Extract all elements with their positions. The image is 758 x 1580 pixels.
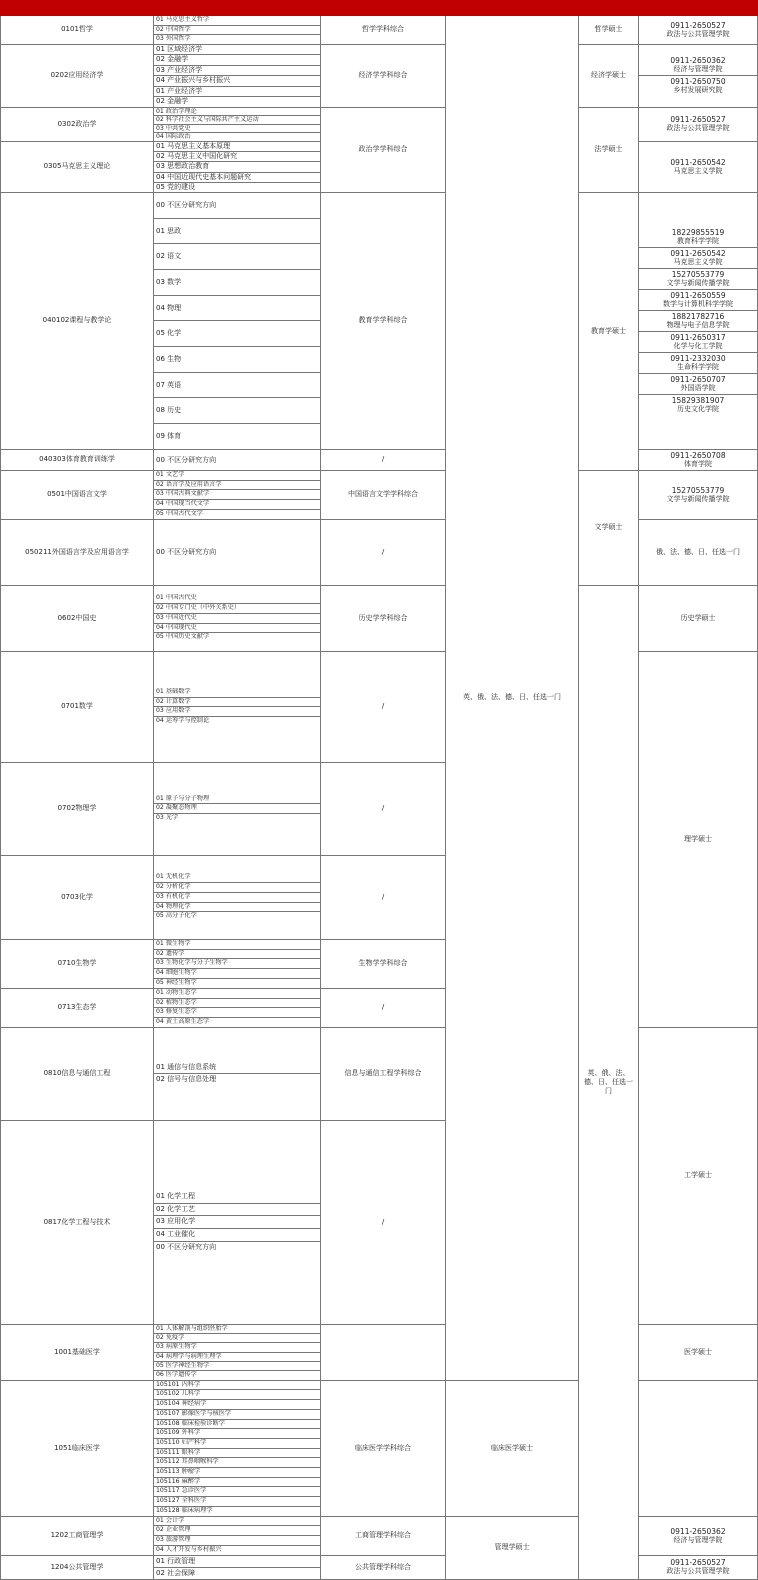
exam-cell: 历史学学科综合 (321, 585, 446, 651)
degree-cell: 经济学硕士 (579, 44, 639, 107)
direction-item: 02 计算数学 (154, 698, 320, 708)
contact-item (639, 1526, 757, 1546)
direction-item: 02 语文 (154, 244, 320, 270)
contact-phone: 0911-2650708 (670, 450, 726, 460)
direction-item: 04 病理学与病理生理学 (154, 1353, 320, 1362)
direction-item: 02 信号与信息处理 (156, 1075, 217, 1084)
direction-item: 04 国际政治 (156, 133, 191, 141)
direction-item: 03 应用数学 (154, 707, 320, 717)
contact-item (639, 269, 757, 290)
direction-item: 01 产业经济学 (154, 87, 320, 98)
language-cell: 英、俄、法、德、日、任选一门 (579, 585, 639, 1579)
contact-item (639, 20, 757, 40)
subject-cell: 0817化学工程与技术 (1, 1120, 154, 1324)
contact-unit: 历史文化学院 (677, 404, 719, 413)
contact-phone: 18229855519 (671, 227, 725, 237)
exam-cell: / (321, 449, 446, 470)
direction-item: 01 通信与信息系统 (154, 1062, 320, 1075)
subject-cell: 0302政治学 (1, 107, 154, 141)
subject-cell: 0810信息与通信工程 (1, 1027, 154, 1120)
direction-item: 04 黄土高原生态学 (156, 1018, 210, 1025)
direction-item: 00 不区分研究方向 (156, 1242, 217, 1251)
contact-cell (639, 192, 758, 449)
table-row (1, 107, 758, 141)
direction-item: 05 高分子化学 (156, 912, 197, 920)
direction-item: 02 化学工艺 (154, 1204, 320, 1217)
contact-phone: 18821782716 (671, 311, 725, 321)
direction-item: 04 中国现代史 (154, 624, 320, 634)
direction-item: 105108 临床检验诊断学 (154, 1420, 320, 1430)
contact-unit: 经济与管理学院 (673, 1535, 723, 1544)
direction-item: 03 中共党史 (154, 125, 320, 134)
direction-item: 105107 影像医学与核医学 (154, 1410, 320, 1420)
table-row (1, 519, 758, 585)
contact-item (639, 290, 757, 311)
direction-item: 01 政治学理论 (154, 108, 320, 117)
direction-item: 105112 耳鼻咽喉科学 (154, 1458, 320, 1468)
contact-item (639, 227, 757, 248)
subject-cell: 1202工商管理学 (1, 1516, 154, 1555)
direction-item: 02 分析化学 (154, 883, 320, 893)
subject-cell: 1204公共管理学 (1, 1555, 154, 1579)
header-subject (1, 1, 154, 16)
direction-cell (154, 988, 321, 1027)
direction-item: 04 中国近现代史基本问题研究 (154, 173, 320, 183)
contact-phone: 0911-2650362 (670, 1526, 726, 1536)
direction-cell (154, 519, 321, 585)
direction-cell (154, 1516, 321, 1555)
direction-item: 03 中国近代史 (154, 614, 320, 624)
direction-item: 01 行政管理 (154, 1556, 320, 1568)
direction-item: 00 不区分研究方向 (154, 193, 320, 219)
table-row (1, 651, 758, 762)
exam-cell: / (321, 988, 446, 1027)
subject-cell: 0202应用经济学 (1, 44, 154, 107)
degree-cell: 文学硕士 (579, 470, 639, 585)
direction-cell (154, 1120, 321, 1324)
subject-cell: 0713生态学 (1, 988, 154, 1027)
direction-item: 105128 临床病理学 (156, 1506, 213, 1514)
direction-item: 03 旅游管理 (154, 1536, 320, 1546)
contact-unit: 文学与新闻传播学院 (666, 494, 730, 503)
contact-phone: 0911-2650362 (670, 56, 726, 66)
subject-cell: 1001基础医学 (1, 1324, 154, 1380)
direction-item: 05 中国古代文学 (156, 509, 203, 517)
contact-item (639, 332, 757, 353)
direction-item: 01 微生物学 (154, 940, 320, 950)
exam-cell: 生物学学科综合 (321, 939, 446, 988)
direction-cell (154, 939, 321, 988)
contact-phone: 0911-2650527 (670, 1558, 726, 1568)
contact-item (639, 76, 757, 96)
degree-cell: 临床医学硕士 (446, 1380, 579, 1516)
subject-cell: 0703化学 (1, 855, 154, 939)
exam-cell: / (321, 519, 446, 585)
header-contact (639, 1, 758, 16)
exam-cell: / (321, 651, 446, 762)
contact-unit: 马克思主义学院 (673, 166, 723, 175)
direction-item: 105104 神经病学 (154, 1400, 320, 1410)
direction-item: 01 马克思主义哲学 (154, 16, 320, 26)
contact-unit: 政法与公共管理学院 (666, 29, 730, 38)
table-row (1, 470, 758, 519)
direction-item: 105101 内科学 (154, 1381, 320, 1391)
direction-item: 105111 眼科学 (154, 1449, 320, 1459)
direction-item: 05 党的建设 (156, 182, 196, 191)
direction-cell (154, 192, 321, 449)
contact-phone: 0911-2650559 (670, 290, 726, 300)
contact-phone: 15270553779 (671, 485, 725, 495)
exam-cell: / (321, 762, 446, 855)
direction-item: 00 不区分研究方向 (156, 548, 217, 557)
contact-phone: 15270553779 (671, 269, 725, 279)
direction-item: 07 英语 (154, 373, 320, 399)
contact-item (639, 485, 757, 505)
direction-cell (154, 16, 321, 45)
contact-unit: 数学与计算机科学学院 (663, 299, 733, 308)
direction-item: 02 科学社会主义与国际共产主义运动 (154, 116, 320, 125)
subject-cell: 040102课程与教学论 (1, 192, 154, 449)
direction-item: 08 历史 (154, 398, 320, 424)
direction-item: 04 中国现当代文学 (154, 500, 320, 510)
direction-cell (154, 1324, 321, 1380)
direction-cell (154, 585, 321, 651)
direction-item: 02 免疫学 (154, 1334, 320, 1343)
contact-unit: 政法与公共管理学院 (666, 124, 730, 133)
contact-item (639, 311, 757, 332)
direction-item: 02 植物生态学 (154, 999, 320, 1009)
contact-unit: 经济与管理学院 (673, 65, 723, 74)
direction-item: 04 产业振兴与乡村振兴 (154, 76, 320, 87)
subject-cell: 0702物理学 (1, 762, 154, 855)
contact-unit: 乡村发展研究院 (673, 86, 723, 95)
direction-item: 01 会计学 (154, 1517, 320, 1527)
contact-item (639, 1557, 757, 1577)
direction-item: 02 凝聚态物理 (154, 804, 320, 814)
degree-cell: 医学硕士 (639, 1324, 758, 1380)
direction-item: 02 社会保障 (156, 1568, 196, 1577)
contact-cell (639, 16, 758, 45)
direction-item: 03 外国哲学 (156, 35, 191, 43)
direction-item: 105116 麻醉学 (154, 1478, 320, 1488)
contact-unit: 生命科学学院 (677, 362, 719, 371)
exam-cell: 教育学学科综合 (321, 192, 446, 449)
subject-cell: 0710生物学 (1, 939, 154, 988)
direction-item: 03 数学 (154, 270, 320, 296)
exam-cell: 中国语言文学学科综合 (321, 470, 446, 519)
direction-cell (154, 1555, 321, 1579)
degree-cell: 历史学硕士 (639, 585, 758, 651)
direction-item: 01 人体解剖与组织胚胎学 (154, 1325, 320, 1334)
direction-item: 01 思政 (154, 219, 320, 245)
direction-cell (154, 107, 321, 141)
table-row (1, 1324, 758, 1380)
exam-cell (321, 1324, 446, 1380)
direction-item: 03 生物化学与分子生物学 (154, 959, 320, 969)
direction-item: 04 人才开发与乡村振兴 (156, 1545, 222, 1553)
contact-cell (639, 107, 758, 141)
direction-item: 04 工业催化 (154, 1229, 320, 1242)
exam-cell: / (321, 1120, 446, 1324)
direction-item: 00 不区分研究方向 (156, 455, 217, 464)
contact-item (639, 248, 757, 269)
subject-cell: 0602中国史 (1, 585, 154, 651)
contact-phone: 0911-2332030 (670, 353, 726, 363)
direction-item: 09 体育 (156, 432, 182, 441)
direction-item: 01 化学工程 (154, 1191, 320, 1204)
direction-item: 03 应用化学 (154, 1216, 320, 1229)
table-row (1, 1555, 758, 1579)
direction-item: 01 基础数学 (154, 688, 320, 698)
contact-unit: 马克思主义学院 (673, 257, 723, 266)
direction-item: 04 细胞生物学 (154, 969, 320, 979)
contact-cell (639, 1555, 758, 1579)
direction-cell (154, 1027, 321, 1120)
contact-phone: 0911-2650707 (670, 374, 726, 384)
exam-cell: 工商管理学科综合 (321, 1516, 446, 1555)
contact-cell (639, 1516, 758, 1555)
exam-cell: 临床医学学科综合 (321, 1380, 446, 1516)
header-degree (579, 1, 639, 16)
direction-item: 03 修复生态学 (154, 1008, 320, 1018)
subject-cell: 0701数学 (1, 651, 154, 762)
direction-item: 01 区域经济学 (154, 45, 320, 56)
direction-item: 03 光学 (156, 814, 179, 822)
direction-item: 105102 儿科学 (154, 1390, 320, 1400)
direction-item: 105109 外科学 (154, 1429, 320, 1439)
contact-item (639, 395, 757, 415)
direction-item: 06 医学遗传学 (156, 1371, 197, 1379)
direction-item: 03 中国古典文献学 (154, 490, 320, 500)
contact-unit: 政法与公共管理学院 (666, 1567, 730, 1576)
direction-item: 03 思想政治教育 (154, 162, 320, 172)
header-language (446, 1, 579, 16)
direction-cell (154, 449, 321, 470)
contact-phone: 0911-2650542 (670, 157, 726, 167)
contact-phone: 0911-2650317 (670, 332, 726, 342)
table-row (1, 449, 758, 470)
exam-cell: 信息与通信工程学科综合 (321, 1027, 446, 1120)
direction-item: 05 化学 (154, 321, 320, 347)
degree-cell: 工学硕士 (639, 1027, 758, 1324)
subject-cell: 050211外国语言学及应用语言学 (1, 519, 154, 585)
contact-cell (639, 449, 758, 470)
direction-item: 03 病原生物学 (154, 1343, 320, 1352)
contact-unit: 体育学院 (684, 459, 712, 468)
direction-cell (154, 855, 321, 939)
direction-item: 105113 肿瘤学 (154, 1468, 320, 1478)
contact-unit: 物理与电子信息学院 (666, 320, 730, 329)
contact-item (639, 114, 757, 134)
direction-item: 05 中国历史文献学 (156, 633, 210, 641)
direction-cell (154, 44, 321, 107)
contact-phone: 0911-2650527 (670, 115, 726, 125)
direction-cell (154, 762, 321, 855)
direction-item: 02 遗传学 (154, 950, 320, 960)
contact-unit: 教育科学学院 (677, 236, 719, 245)
direction-item: 02 中国专门史（中外关系史） (154, 604, 320, 614)
direction-cell (154, 1380, 321, 1516)
direction-item: 04 运筹学与控制论 (156, 717, 210, 725)
direction-item: 02 中国哲学 (154, 26, 320, 36)
direction-item: 01 动物生态学 (154, 989, 320, 999)
exam-cell: 经济学学科综合 (321, 44, 446, 107)
contact-phone: 0911-2650542 (670, 248, 726, 258)
degree-cell: 理学硕士 (639, 651, 758, 1027)
direction-item: 105117 急诊医学 (154, 1487, 320, 1497)
direction-item: 05 医学神经生物学 (154, 1362, 320, 1371)
contact-cell (639, 141, 758, 192)
language-cell: 俄、法、德、日、任选一门 (639, 519, 758, 585)
direction-item: 01 文艺学 (154, 471, 320, 481)
exam-cell: / (321, 855, 446, 939)
direction-item: 01 中国古代史 (154, 594, 320, 604)
direction-cell (154, 651, 321, 762)
contact-item (639, 374, 757, 395)
direction-item: 04 物理化学 (154, 903, 320, 913)
direction-item: 01 原子与分子物理 (154, 795, 320, 805)
table-row (1, 585, 758, 651)
table-row (1, 1516, 758, 1555)
table-row (1, 16, 758, 45)
table-row (1, 192, 758, 449)
subject-cell: 0101哲学 (1, 16, 154, 45)
table-row (1, 1027, 758, 1120)
subject-cell: 0305马克思主义理论 (1, 141, 154, 192)
exam-cell: 公共管理学科综合 (321, 1555, 446, 1579)
header-direction (154, 1, 321, 16)
contact-item (639, 55, 757, 76)
contact-phone: 0911-2650527 (670, 20, 726, 30)
contact-cell (639, 44, 758, 107)
subject-cell: 1051临床医学 (1, 1380, 154, 1516)
direction-item: 02 语言学及应用语言学 (154, 481, 320, 491)
contact-item (639, 157, 757, 177)
contact-unit: 文学与新闻传播学院 (666, 278, 730, 287)
direction-cell (154, 141, 321, 192)
direction-item: 02 企业管理 (154, 1526, 320, 1536)
header-exam (321, 1, 446, 16)
table-row (1, 44, 758, 107)
direction-item: 02 马克思主义中国化研究 (154, 152, 320, 162)
direction-item: 01 无机化学 (154, 873, 320, 883)
direction-item: 105127 全科医学 (154, 1497, 320, 1507)
table-row (1, 1380, 758, 1516)
contact-item (639, 353, 757, 374)
degree-cell: 哲学硕士 (579, 16, 639, 45)
degree-cell: 教育学硕士 (579, 192, 639, 470)
subject-cell: 0501中国语言文学 (1, 470, 154, 519)
direction-item: 105110 妇产科学 (154, 1439, 320, 1449)
direction-item: 02 金融学 (156, 97, 189, 106)
exam-cell: 哲学学科综合 (321, 16, 446, 45)
contact-unit: 外国语学院 (680, 383, 716, 392)
contact-unit: 化学与化工学院 (673, 341, 723, 350)
direction-item: 06 生物 (154, 347, 320, 373)
direction-item: 03 产业经济学 (154, 66, 320, 77)
degree-cell: 法学硕士 (579, 107, 639, 192)
contact-phone: 0911-2650750 (670, 77, 726, 87)
direction-item: 01 马克思主义基本原理 (154, 142, 320, 152)
direction-cell (154, 470, 321, 519)
direction-item: 02 金融学 (154, 55, 320, 66)
direction-item: 03 有机化学 (154, 893, 320, 903)
degree-cell: 管理学硕士 (446, 1516, 579, 1579)
header-row (1, 1, 758, 16)
direction-item: 04 物理 (154, 296, 320, 322)
contact-cell (639, 470, 758, 519)
contact-item (639, 450, 757, 470)
contact-phone: 15829381907 (671, 395, 725, 405)
direction-item: 05 神经生物学 (156, 978, 197, 986)
language-cell: 英、俄、法、德、日、任选一门 (446, 16, 579, 1381)
subject-cell: 040303体育教育训练学 (1, 449, 154, 470)
exam-cell: 政治学学科综合 (321, 107, 446, 192)
